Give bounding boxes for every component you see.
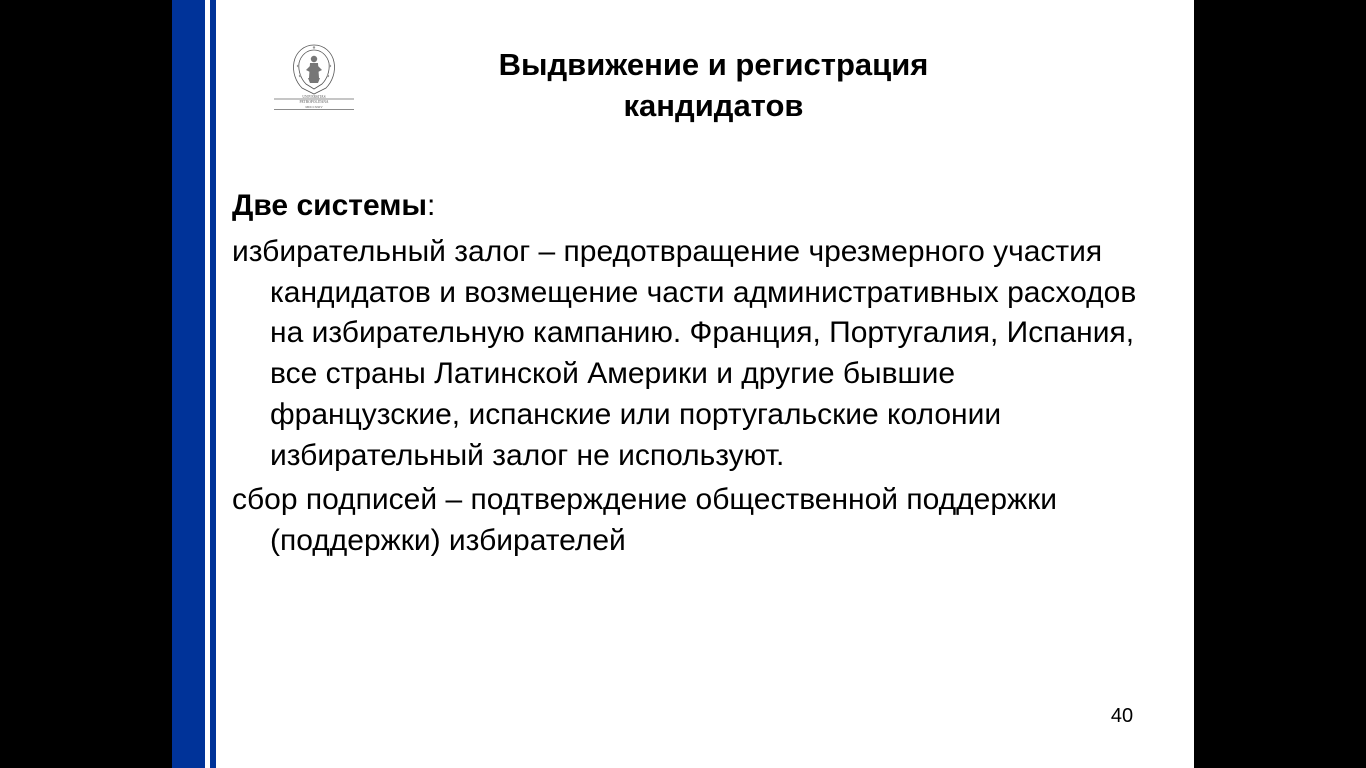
systems-heading [232,184,1152,228]
systems-heading-colon: : [427,189,436,222]
left-accent-thin-bar [210,0,216,768]
svg-text:PETROPOLITANA: PETROPOLITANA [299,100,329,104]
left-accent-bar [172,0,205,768]
slide-title [402,44,1025,126]
slide-body [232,184,1152,566]
systems-heading-bold: Две системы [232,189,428,222]
university-emblem-logo [272,42,356,112]
svg-text:UNIVERSITAS: UNIVERSITAS [302,95,326,99]
list-item-electoral-deposit: избирательный залог – предотвращение чрезмерного участия кандидатов и возмещение части административных расходов на избирательную кампанию. Франция, Португалия, Испания, все страны Латинской Америки и другие бывшие французские, испанские или португальские колонии избирательный залог не используют. [232,235,1137,472]
page-number: 40 [1110,705,1134,727]
slide-title-line-2: кандидатов [623,88,804,123]
list-item-signature-collection: сбор подписей – подтверждение общественной поддержки (поддержки) избирателей [232,483,1057,557]
slide-title-line-1: Выдвижение и регистрация [498,47,929,82]
slide [172,0,1194,768]
svg-text:MDCCXXIV: MDCCXXIV [305,105,323,109]
